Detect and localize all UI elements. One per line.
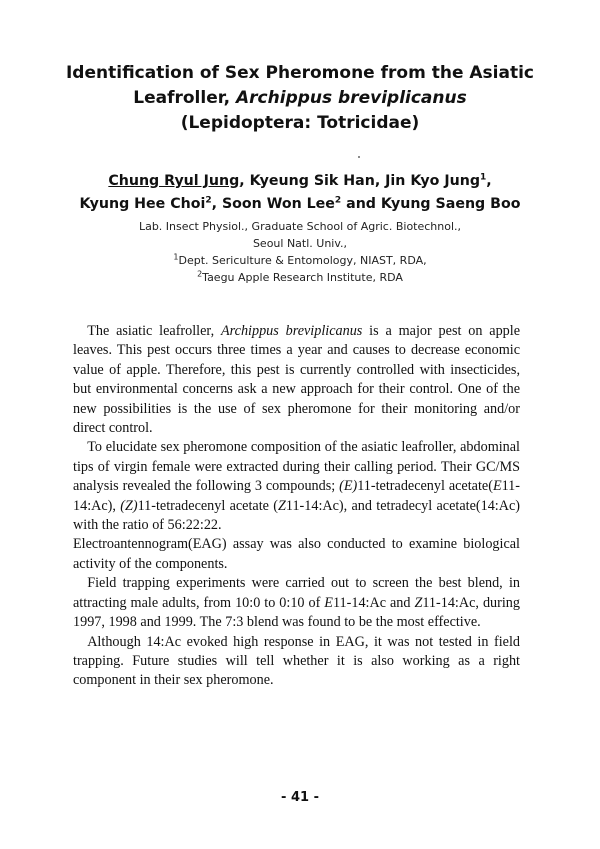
abstract-paragraph-4 bbox=[73, 574, 520, 632]
presenting-author: Chung Ryul Jung bbox=[108, 173, 240, 189]
author-affil-marker: 2 bbox=[205, 195, 212, 206]
species-name: Archippus breviplicanus bbox=[220, 323, 363, 339]
abstract-paragraph-2 bbox=[73, 438, 520, 535]
text-run: 11-14:Ac and bbox=[332, 594, 415, 611]
author-line-2 bbox=[30, 193, 570, 216]
stereo-descriptor: (Z) bbox=[120, 497, 138, 514]
author-line-1-end: , bbox=[486, 173, 492, 189]
author-lee: , Soon Won Lee bbox=[211, 196, 335, 212]
author-affil-marker: 2 bbox=[334, 195, 342, 206]
text-run: 11-tetradecenyl acetate( bbox=[357, 478, 493, 495]
text-run: is a major pest on apple leaves. This pest occurs three times a year and causes to decrease economic value of apple. Therefore, this pest is currently controlled with insecticides, but environmental concerns ask a new approach for their control. One of the new possibilities is the use of sex pheromone for their monitoring and/or direct control. bbox=[73, 323, 520, 437]
stereo-descriptor: (E) bbox=[339, 478, 358, 495]
affiliation-line-3-text: Dept. Sericulture & Entomology, NIAST, RDA, bbox=[178, 254, 427, 267]
affiliation-marker: 2 bbox=[197, 269, 203, 279]
stereo-descriptor: Z bbox=[414, 594, 423, 611]
text-run: Field trapping experiments were carried out to screen the best blend, in attracting male adults, from 10:0 to 0:10 of bbox=[73, 575, 520, 611]
text-run: The asiatic leafroller, bbox=[87, 323, 221, 339]
text-run: Electroantennogram(EAG) assay was also conducted to examine biological activity of the components. bbox=[73, 536, 520, 572]
author-affil-marker: 1 bbox=[479, 172, 487, 183]
affiliation-line-4 bbox=[60, 269, 540, 286]
text-run: 11-tetradecenyl acetate ( bbox=[137, 497, 278, 514]
affiliations bbox=[60, 218, 540, 286]
author-choi: Kyung Hee Choi bbox=[79, 196, 206, 212]
title-line-1: Identification of Sex Pheromone from the Asiatic bbox=[65, 63, 534, 83]
stereo-descriptor: E bbox=[324, 594, 333, 611]
abstract-paragraph-5 bbox=[73, 633, 520, 691]
title-line-3: (Lepidoptera: Totricidae) bbox=[180, 113, 420, 133]
abstract-paragraph-1 bbox=[73, 322, 520, 438]
affiliation-line-3 bbox=[60, 252, 540, 269]
title-species-name: Archippus breviplicanus bbox=[236, 88, 467, 108]
text-run: 11-14:Ac), and tetradecyl acetate(14:Ac) with the ratio of 56:22:22. bbox=[73, 497, 520, 534]
author-line-1 bbox=[30, 170, 570, 193]
abstract-paragraph-3 bbox=[73, 535, 520, 574]
author-boo: and Kyung Saeng Boo bbox=[341, 196, 521, 212]
affiliation-line-4-text: Taegu Apple Research Institute, RDA bbox=[202, 271, 403, 284]
affiliation-line-1: Lab. Insect Physiol., Graduate School of Agric. Biotechnol., bbox=[138, 220, 462, 233]
text-run: To elucidate sex pheromone composition of the asiatic leafroller, abdominal tips of virgin female were extracted during their calling period. Their GC/MS analysis revealed the following 3 compounds; bbox=[73, 439, 520, 495]
scan-speck bbox=[358, 156, 360, 158]
paper-title bbox=[40, 61, 560, 136]
title-line-2-prefix: Leafroller, bbox=[133, 88, 237, 108]
text-run: 11-14:Ac, during 1997, 1998 and 1999. The 7:3 blend was found to be the most effective. bbox=[73, 594, 520, 631]
title-line-2 bbox=[40, 86, 560, 111]
author-list bbox=[30, 170, 570, 216]
page-number: - 41 - bbox=[281, 790, 319, 805]
affiliation-marker: 1 bbox=[173, 252, 179, 262]
stereo-descriptor: E bbox=[492, 478, 502, 495]
author-line-1-rest: , Kyeung Sik Han, Jin Kyo Jung bbox=[239, 173, 480, 189]
stereo-descriptor: Z bbox=[277, 497, 286, 514]
affiliation-line-2: Seoul Natl. Univ., bbox=[252, 237, 348, 250]
text-run: Although 14:Ac evoked high response in EAG, it was not tested in field trapping. Future studies will tell whether it is also working as a right component in their sex pheromone. bbox=[73, 633, 520, 689]
abstract-body bbox=[73, 322, 520, 691]
text-run: 11-14:Ac), bbox=[73, 478, 520, 514]
